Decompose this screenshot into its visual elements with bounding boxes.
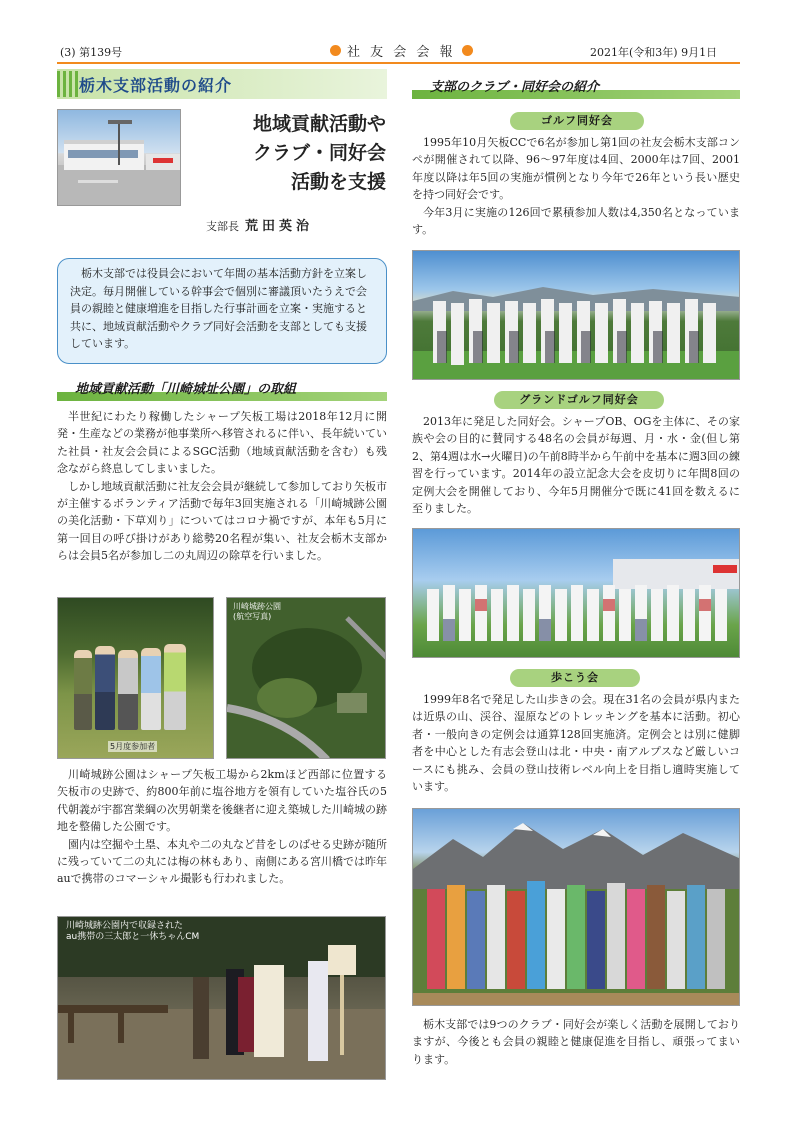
local-article — [57, 408, 387, 565]
headline-line-3: 活動を支援 — [290, 171, 386, 193]
walking-paragraph-1: 1999年8名で発足した山歩きの会。現在31名の会員が県内または近県の山、渓谷、湿原などのトレッキングを基本に活動。初心者・一般向きの定例会は通算128回実施済。定例会とは別に健脚者を中心とした有志会登山は北・中央・南アルプスなど厳しいコースにも挑み、会員の登山技術レベル向上を目指し適時実施しています。 — [412, 693, 740, 794]
walking-club-label: 歩こう会 — [510, 669, 640, 687]
local-paragraph-2: しかし地域貢献活動に社友会会員が継続して参加しており矢板市が主催するボランティア活動で毎年3回実施される「川崎城跡公園の美化活動・下草刈り」についてはコロナ禍ですが、本年も5月に第一回目の呼び掛けがあり総勢20名程が集い、社友会栃木支部からは会員5名が参加し二の丸周辺の除草を行いました。 — [57, 479, 387, 563]
aerial-photo — [226, 597, 386, 759]
aerial-photo-caption: 川崎城跡公園 (航空写真) — [233, 602, 281, 621]
park-paragraph-1: 川崎城跡公園はシャープ矢板工場から2kmほど西部に位置する矢板市の史跡で、約800年前に塩谷地方を領有していた塩谷氏の5代朝義が宇都宮業綱の次男朝業を後継者に迎え築城した川崎城の跡地を整備した公園です。 — [57, 768, 387, 834]
orange-dot-icon — [330, 45, 341, 56]
orange-dot-icon — [462, 45, 473, 56]
walking-article — [412, 691, 740, 795]
may-participants-photo — [57, 597, 214, 759]
headline-line-2: クラブ・同好会 — [252, 142, 386, 164]
local-paragraph-1: 半世紀にわたり稼働したシャープ矢板工場は2018年12月に開発・生産などの業務が他事業所へ移管されるに伴い、長年続いていた社員・社友会会員によるSGC活動（地域貢献活動を含む）も残念ながら終息してしまいました。 — [57, 410, 387, 476]
headline-line-1: 地域貢献活動や — [252, 113, 386, 135]
golf-article — [412, 134, 740, 238]
golf-club-label: ゴルフ同好会 — [510, 112, 644, 130]
author-name: 荒田英治 — [245, 219, 314, 234]
issue-date: 2021年(令和3年) 9月1日 — [590, 46, 718, 59]
author-role: 支部長 — [206, 220, 239, 233]
may-photo-caption: 5月度参加者 — [110, 742, 156, 751]
clubs-section-title: 支部のクラブ・同好会の紹介 — [430, 80, 600, 95]
local-section-title: 地域貢献活動「川崎城址公園」の取組 — [75, 382, 297, 397]
ground-golf-article — [412, 413, 740, 517]
clubs-section-header — [412, 76, 740, 99]
commercial-filming-photo — [57, 916, 386, 1080]
section-title: 栃木支部活動の紹介 — [79, 76, 233, 95]
summary-text: 栃木支部では役員会において年間の基本活動方針を立案し決定。毎月開催している幹事会で個別に審議頂いたうえで会員の親睦と健康増進を目指した行事計画を立案・実施すると共に、地域貢献活動やクラブ同好会活動を支部としても支援しています。 — [70, 267, 367, 351]
closing-paragraph: 栃木支部では9つのクラブ・同好会が楽しく活動を展開しておりますが、今後とも会員の親睦と健康促進を目指し、頑張ってまいります。 — [412, 1018, 740, 1066]
newsletter-name: 社 友 会 会 報 — [347, 45, 456, 60]
headline — [196, 110, 386, 197]
author-byline — [206, 215, 313, 234]
golf-paragraph-1: 1995年10月矢板CCで6名が参加し第1回の社友会栃木支部コンペが開催されて以降、96～97年度は4回、2000年は7回、2001年度以降は年5回の実施が慣例となり今年で26年という長い歴史を持つ同好会です。 — [412, 136, 740, 202]
closing-text — [412, 1016, 740, 1068]
golf-paragraph-2: 今年3月に実施の126回で累積参加人数は4,350名となっています。 — [412, 205, 740, 237]
park-paragraph-2: 園内は空掘や土塁、本丸や二の丸など昔をしのばせる史跡が随所に残っていて二の丸には梅の林もあり、南側にある宮川橋では昨年auで携帯のコマーシャル撮影も行われました。 — [57, 837, 387, 886]
local-section-header — [57, 378, 387, 401]
issue-number: (3) 第139号 — [60, 46, 123, 59]
ground-golf-paragraph-1: 2013年に発足した同好会。シャープOB、OGを主体に、その家族や会の目的に賛同する48名の会員が毎週、月・水・金(但し第2、第4週は水→火曜日)の午前8時半から午前中を基本に週3回の練習を行っています。2014年の設立記念大会を皮切りに年間8回の定例大会を開催しており、今年5月開催分で既に41回を数えるに至りました。 — [412, 415, 740, 516]
factory-photo — [57, 109, 181, 206]
golf-group-photo — [412, 250, 740, 380]
header-rule — [57, 62, 740, 64]
newsletter-title — [330, 41, 473, 60]
section-banner-tochigi — [57, 69, 387, 99]
cm-photo-caption: 川崎城跡公園内で収録された au携帯の三太郎と一休ちゃんCM — [66, 921, 200, 942]
ground-golf-group-photo — [412, 528, 740, 658]
park-article — [57, 766, 387, 888]
hiking-group-photo — [412, 808, 740, 1006]
summary-box — [57, 258, 387, 364]
ground-golf-club-label: グランドゴルフ同好会 — [494, 391, 664, 409]
